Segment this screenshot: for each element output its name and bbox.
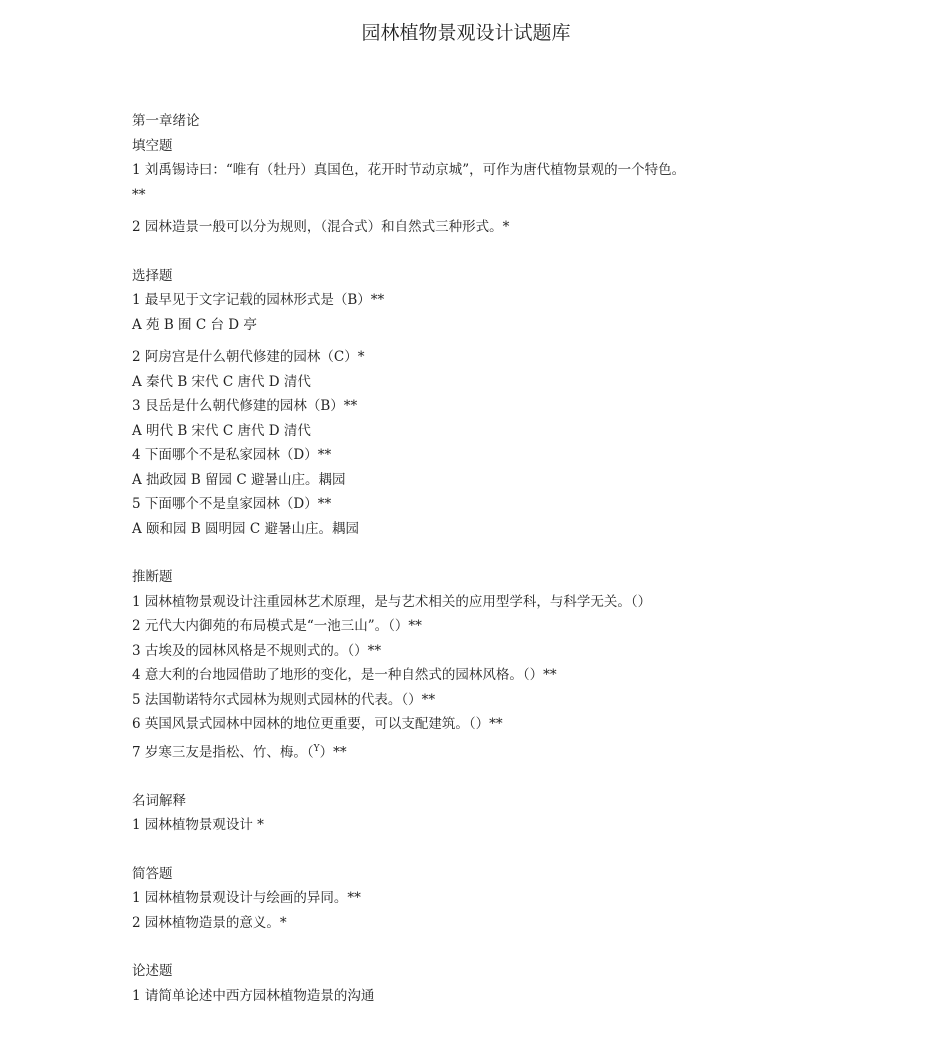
essay-question-1: 1 请简单论述中西方园林植物造景的沟通 bbox=[132, 987, 375, 1004]
choice-question-5: 5 下面哪个不是皇家园林（D）** bbox=[132, 496, 332, 512]
choice-question-4: 4 下面哪个不是私家园林（D）** bbox=[132, 447, 332, 463]
document-body bbox=[132, 109, 892, 1008]
fill-blank-question-2: 2 园林造景一般可以分为规则，（混合式）和自然式三种形式。* bbox=[132, 219, 510, 235]
judgment-heading: 推断题 bbox=[132, 569, 173, 585]
terms-question-1: 1 园林植物景观设计 * bbox=[132, 817, 264, 833]
short-answer-heading: 简答题 bbox=[132, 865, 173, 882]
terms-heading: 名词解释 bbox=[132, 792, 186, 809]
choice-question-4-options: A 拙政园 B 留园 C 避暑山庄。耦园 bbox=[132, 471, 346, 488]
choice-heading: 选择题 bbox=[132, 267, 173, 284]
essay-heading: 论述题 bbox=[132, 963, 173, 979]
choice-question-1-options: A 苑 B 囿 C 台 D 亭 bbox=[132, 316, 257, 333]
judgment-question-3: 3 古埃及的园林风格是不规则式的。（）** bbox=[132, 642, 382, 659]
judgment-question-7 bbox=[132, 737, 892, 765]
fill-blank-heading: 填空题 bbox=[132, 137, 173, 154]
judgment-question-6: 6 英国风景式园林中园林的地位更重要，可以支配建筑。（）** bbox=[132, 716, 503, 732]
judgment-question-7-answer: Y bbox=[313, 743, 320, 754]
choice-question-3: 3 艮岳是什么朝代修建的园林（B）** bbox=[132, 398, 358, 414]
choice-question-3-options: A 明代 B 宋代 C 唐代 D 清代 bbox=[132, 422, 311, 439]
judgment-question-5: 5 法国勒诺特尔式园林为规则式园林的代表。（）** bbox=[132, 691, 436, 708]
short-answer-question-2: 2 园林植物造景的意义。* bbox=[132, 914, 287, 931]
judgment-question-4: 4 意大利的台地园借助了地形的变化，是一种自然式的园林风格。（）** bbox=[132, 667, 557, 683]
choice-question-2: 2 阿房宫是什么朝代修建的园林（C）* bbox=[132, 349, 365, 365]
judgment-question-7-mark: ）** bbox=[319, 744, 347, 760]
judgment-question-2: 2 元代大内御苑的布局模式是“一池三山”。（）** bbox=[132, 618, 422, 634]
fill-blank-question-1: 1 刘禹锡诗曰：“唯有（牡丹）真国色，花开时节动京城”，可作为唐代植物景观的一个特色。 bbox=[132, 162, 686, 178]
short-answer-question-1: 1 园林植物景观设计与绘画的异同。** bbox=[132, 890, 361, 906]
judgment-question-1: 1 园林植物景观设计注重园林艺术原理，是与艺术相关的应用型学科，与科学无关。（） bbox=[132, 593, 652, 610]
choice-question-1: 1 最早见于文字记载的园林形式是（B）** bbox=[132, 292, 385, 308]
chapter-heading: 第一章绪论 bbox=[132, 113, 200, 129]
judgment-question-7-text: 7 岁寒三友是指松、竹、梅。（ bbox=[132, 744, 314, 760]
document-title: 园林植物景观设计试题库 bbox=[361, 22, 571, 44]
choice-question-5-options: A 颐和园 B 圆明园 C 避暑山庄。耦园 bbox=[132, 520, 359, 537]
fill-blank-question-1-mark: ** bbox=[132, 186, 146, 203]
choice-question-2-options: A 秦代 B 宋代 C 唐代 D 清代 bbox=[132, 373, 311, 390]
